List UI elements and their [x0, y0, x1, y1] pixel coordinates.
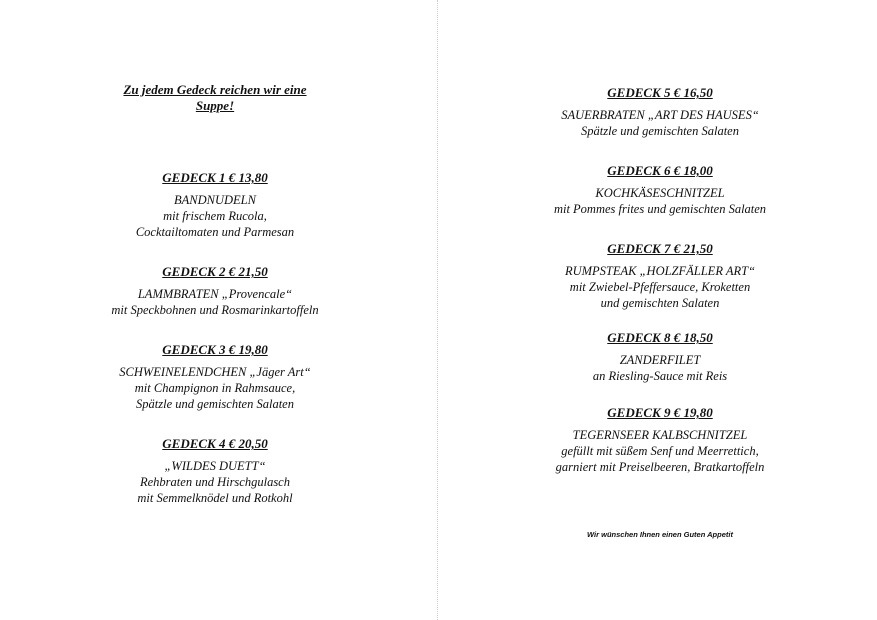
course-side: an Riesling-Sauce mit Reis [592, 369, 728, 383]
course-side: garniert mit Preiselbeeren, Bratkartoffeln [555, 460, 765, 474]
course-dish: KOCHKÄSESCHNITZEL [595, 186, 725, 200]
right-page [510, 0, 810, 620]
course-side: mit Champignon in Rahmsauce, [134, 381, 296, 395]
course-side: und gemischten Salaten [600, 296, 720, 310]
menu-course-1 [60, 170, 370, 240]
course-side: Spätzle und gemischten Salaten [581, 124, 739, 138]
left-page [60, 0, 370, 620]
course-dish: TEGERNSEER KALBSCHNITZEL [572, 428, 748, 442]
course-dish: SCHWEINELENDCHEN „Jäger Art“ [119, 365, 311, 379]
course-side: Spätzle und gemischten Salaten [136, 397, 294, 411]
course-side: mit Semmelknödel und Rotkohl [137, 491, 293, 505]
course-title: GEDECK 7 € 21,50 [607, 241, 713, 256]
menu-course-8 [510, 330, 810, 384]
menu-course-3 [60, 342, 370, 412]
soup-note-line-2: Suppe! [195, 98, 235, 113]
course-title: GEDECK 6 € 18,00 [607, 163, 713, 178]
menu-course-7 [510, 241, 810, 311]
course-dish: ZANDERFILET [619, 353, 701, 367]
course-dish: LAMMBRATEN „Provencale“ [137, 287, 293, 301]
course-side: Cocktailtomaten und Parmesan [135, 225, 295, 239]
menu-course-2 [60, 264, 370, 318]
menu-course-9 [510, 405, 810, 475]
course-title: GEDECK 2 € 21,50 [162, 264, 268, 279]
soup-note-line-1: Zu jedem Gedeck reichen wir eine [123, 82, 307, 97]
course-side: Rehbraten und Hirschgulasch [140, 475, 290, 489]
course-title: GEDECK 1 € 13,80 [162, 170, 268, 185]
course-title: GEDECK 8 € 18,50 [607, 330, 713, 345]
course-title: GEDECK 5 € 16,50 [607, 85, 713, 100]
closing-note: Wir wünschen Ihnen einen Guten Appetit [587, 530, 733, 539]
page-fold-divider [437, 0, 438, 620]
soup-note [60, 82, 370, 114]
course-dish: BANDNUDELN [174, 193, 256, 207]
course-dish: RUMPSTEAK „HOLZFÄLLER ART“ [564, 264, 756, 278]
menu-course-5 [510, 85, 810, 139]
menu-course-4 [60, 436, 370, 506]
course-title: GEDECK 4 € 20,50 [162, 436, 268, 451]
course-side: gefüllt mit süßem Senf und Meerrettich, [561, 444, 759, 458]
course-side: mit Pommes frites und gemischten Salaten [553, 202, 767, 216]
course-side: mit Speckbohnen und Rosmarinkartoffeln [111, 303, 319, 317]
menu-course-6 [510, 163, 810, 217]
course-title: GEDECK 3 € 19,80 [162, 342, 268, 357]
course-side: mit frischem Rucola, [163, 209, 267, 223]
course-dish: „WILDES DUETT“ [164, 459, 266, 473]
course-side: mit Zwiebel-Pfeffersauce, Kroketten [569, 280, 751, 294]
course-dish: SAUERBRATEN „ART DES HAUSES“ [561, 108, 759, 122]
course-title: GEDECK 9 € 19,80 [607, 405, 713, 420]
